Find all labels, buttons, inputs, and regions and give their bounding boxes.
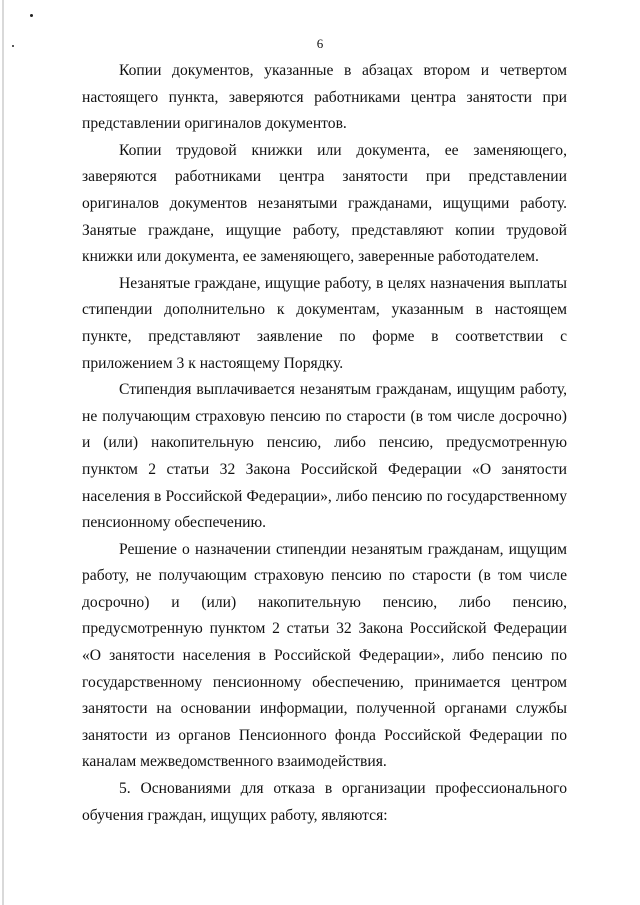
page-number: 6 [316,36,324,51]
document-body [82,58,567,829]
paragraph: Копии трудовой книжки или документа, ее заменяющего, заверяются работниками центра занятости при представлении оригиналов документов незанятыми гражданами, ищущими работу. Занятые граждане, ищущие работу, представляют копии трудовой книжки или документа, ее заменяющего, заверенные работодателем. [82,141,567,266]
paragraph: Незанятые граждане, ищущие работу, в целях назначения выплаты стипендии дополнительно к документам, указанным в настоящем пункте, представляют заявление по форме в соответствии с приложением 3 к настоящему Порядку. [82,274,567,372]
paragraph: Стипендия выплачивается незанятым гражданам, ищущим работу, не получающим страховую пенсию по старости (в том числе досрочно) и (или) накопительную пенсию, либо пенсию, предусмотренную пунктом 2 статьи 32 Закона Российской Федерации «О занятости населения в Российской Федерации», либо пенсию по государственному пенсионному обеспечению. [82,381,567,532]
paragraph: 5. Основаниями для отказа в организации профессионального обучения граждан, ищущих работу, являются: [82,780,567,824]
scan-speck [30,14,33,17]
paragraph: Копии документов, указанные в абзацах втором и четвертом настоящего пункта, заверяются работниками центра занятости при представлении оригиналов документов. [82,62,567,133]
paragraph: Решение о назначении стипендии незанятым гражданам, ищущим работу, не получающим страховую пенсию по старости (в том числе досрочно) и (или) накопительную пенсию, либо пенсию, предусмотренную пунктом 2 статьи 32 Закона Российской Федерации «О занятости населения в Российской Федерации», либо пенсию по государственному пенсионному обеспечению, принимается центром занятости на основании информации, полученной органами службы занятости из органов Пенсионного фонда Российской Федерации по каналам межведомственного взаимодействия. [82,540,567,771]
scan-edge-line [2,0,4,905]
